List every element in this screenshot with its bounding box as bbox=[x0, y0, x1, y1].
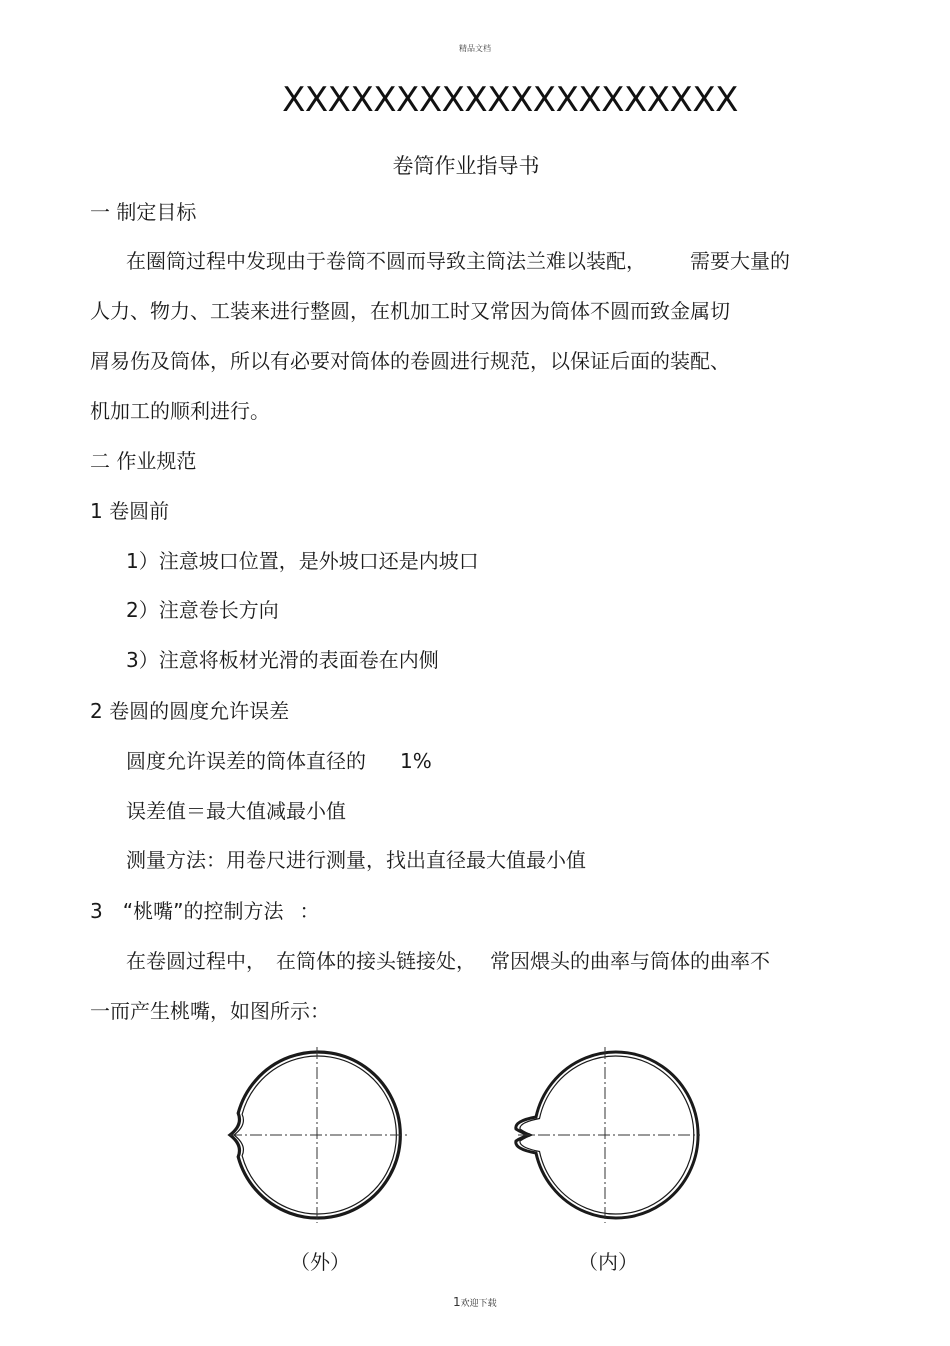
item2-method: 测量方法：用卷尺进行测量，找出直径最大值最小值 bbox=[126, 848, 586, 872]
footer-text: 欢迎下载 bbox=[460, 1299, 497, 1309]
item3-heading-text: “桃嘴”的控制方法 bbox=[122, 899, 284, 923]
item2-tolerance bbox=[126, 747, 432, 775]
inner-figure-caption: （内） bbox=[578, 1250, 638, 1274]
header-tag: 精品文档 bbox=[459, 44, 491, 53]
item1-point-2: 2）注意卷长方向 bbox=[126, 598, 279, 622]
page-footer bbox=[453, 1295, 497, 1309]
inner-peach-mouth-figure bbox=[510, 1045, 710, 1225]
section1-para-line4: 机加工的顺利进行。 bbox=[90, 399, 270, 423]
document-subtitle: 卷筒作业指导书 bbox=[392, 154, 540, 178]
section1-heading: 一 制定目标 bbox=[90, 200, 197, 224]
item2-error-def: 误差值＝最大值减最小值 bbox=[126, 799, 346, 823]
section1-para-line3: 屑易伤及筒体，所以有必要对筒体的卷圆进行规范，以保证后面的装配、 bbox=[90, 349, 730, 373]
item3-para-a: 在卷圆过程中， bbox=[126, 949, 266, 973]
item3-para-c: 常因煨头的曲率与筒体的曲率不 bbox=[490, 949, 770, 973]
item3-heading-num: 3 bbox=[90, 899, 103, 923]
item3-para-b: 在筒体的接头链接处， bbox=[276, 949, 476, 973]
outer-figure-caption: （外） bbox=[290, 1250, 350, 1274]
item2-heading: 2 卷圆的圆度允许误差 bbox=[90, 699, 290, 723]
section1-para-line1b: 需要大量的 bbox=[690, 249, 790, 273]
item1-heading: 1 卷圆前 bbox=[90, 499, 170, 523]
section2-heading: 二 作业规范 bbox=[90, 449, 197, 473]
section1-para-line2: 人力、物力、工装来进行整圆，在机加工时又常因为筒体不圆而致金属切 bbox=[90, 299, 730, 323]
item3-heading bbox=[90, 897, 319, 925]
item2-tolerance-label: 圆度允许误差的筒体直径的 bbox=[126, 749, 366, 773]
section1-para-line1a: 在圈筒过程中发现由于卷筒不圆而导致主筒法兰难以装配， bbox=[126, 249, 646, 273]
outer-peach-mouth-figure bbox=[220, 1045, 420, 1225]
item3-para-line1 bbox=[126, 947, 770, 975]
item2-tolerance-value: 1% bbox=[400, 749, 432, 773]
section1-para-line1 bbox=[126, 247, 790, 275]
item1-point-1: 1）注意坡口位置，是外坡口还是内坡口 bbox=[126, 549, 479, 573]
item3-para-line2: 一而产生桃嘴，如图所示： bbox=[90, 999, 330, 1023]
item1-point-3: 3）注意将板材光滑的表面卷在内侧 bbox=[126, 648, 439, 672]
page-number: 1 bbox=[453, 1295, 461, 1309]
document-title: XXXXXXXXXXXXXXXXXXXX bbox=[282, 80, 738, 120]
item3-heading-colon: ： bbox=[299, 899, 320, 923]
